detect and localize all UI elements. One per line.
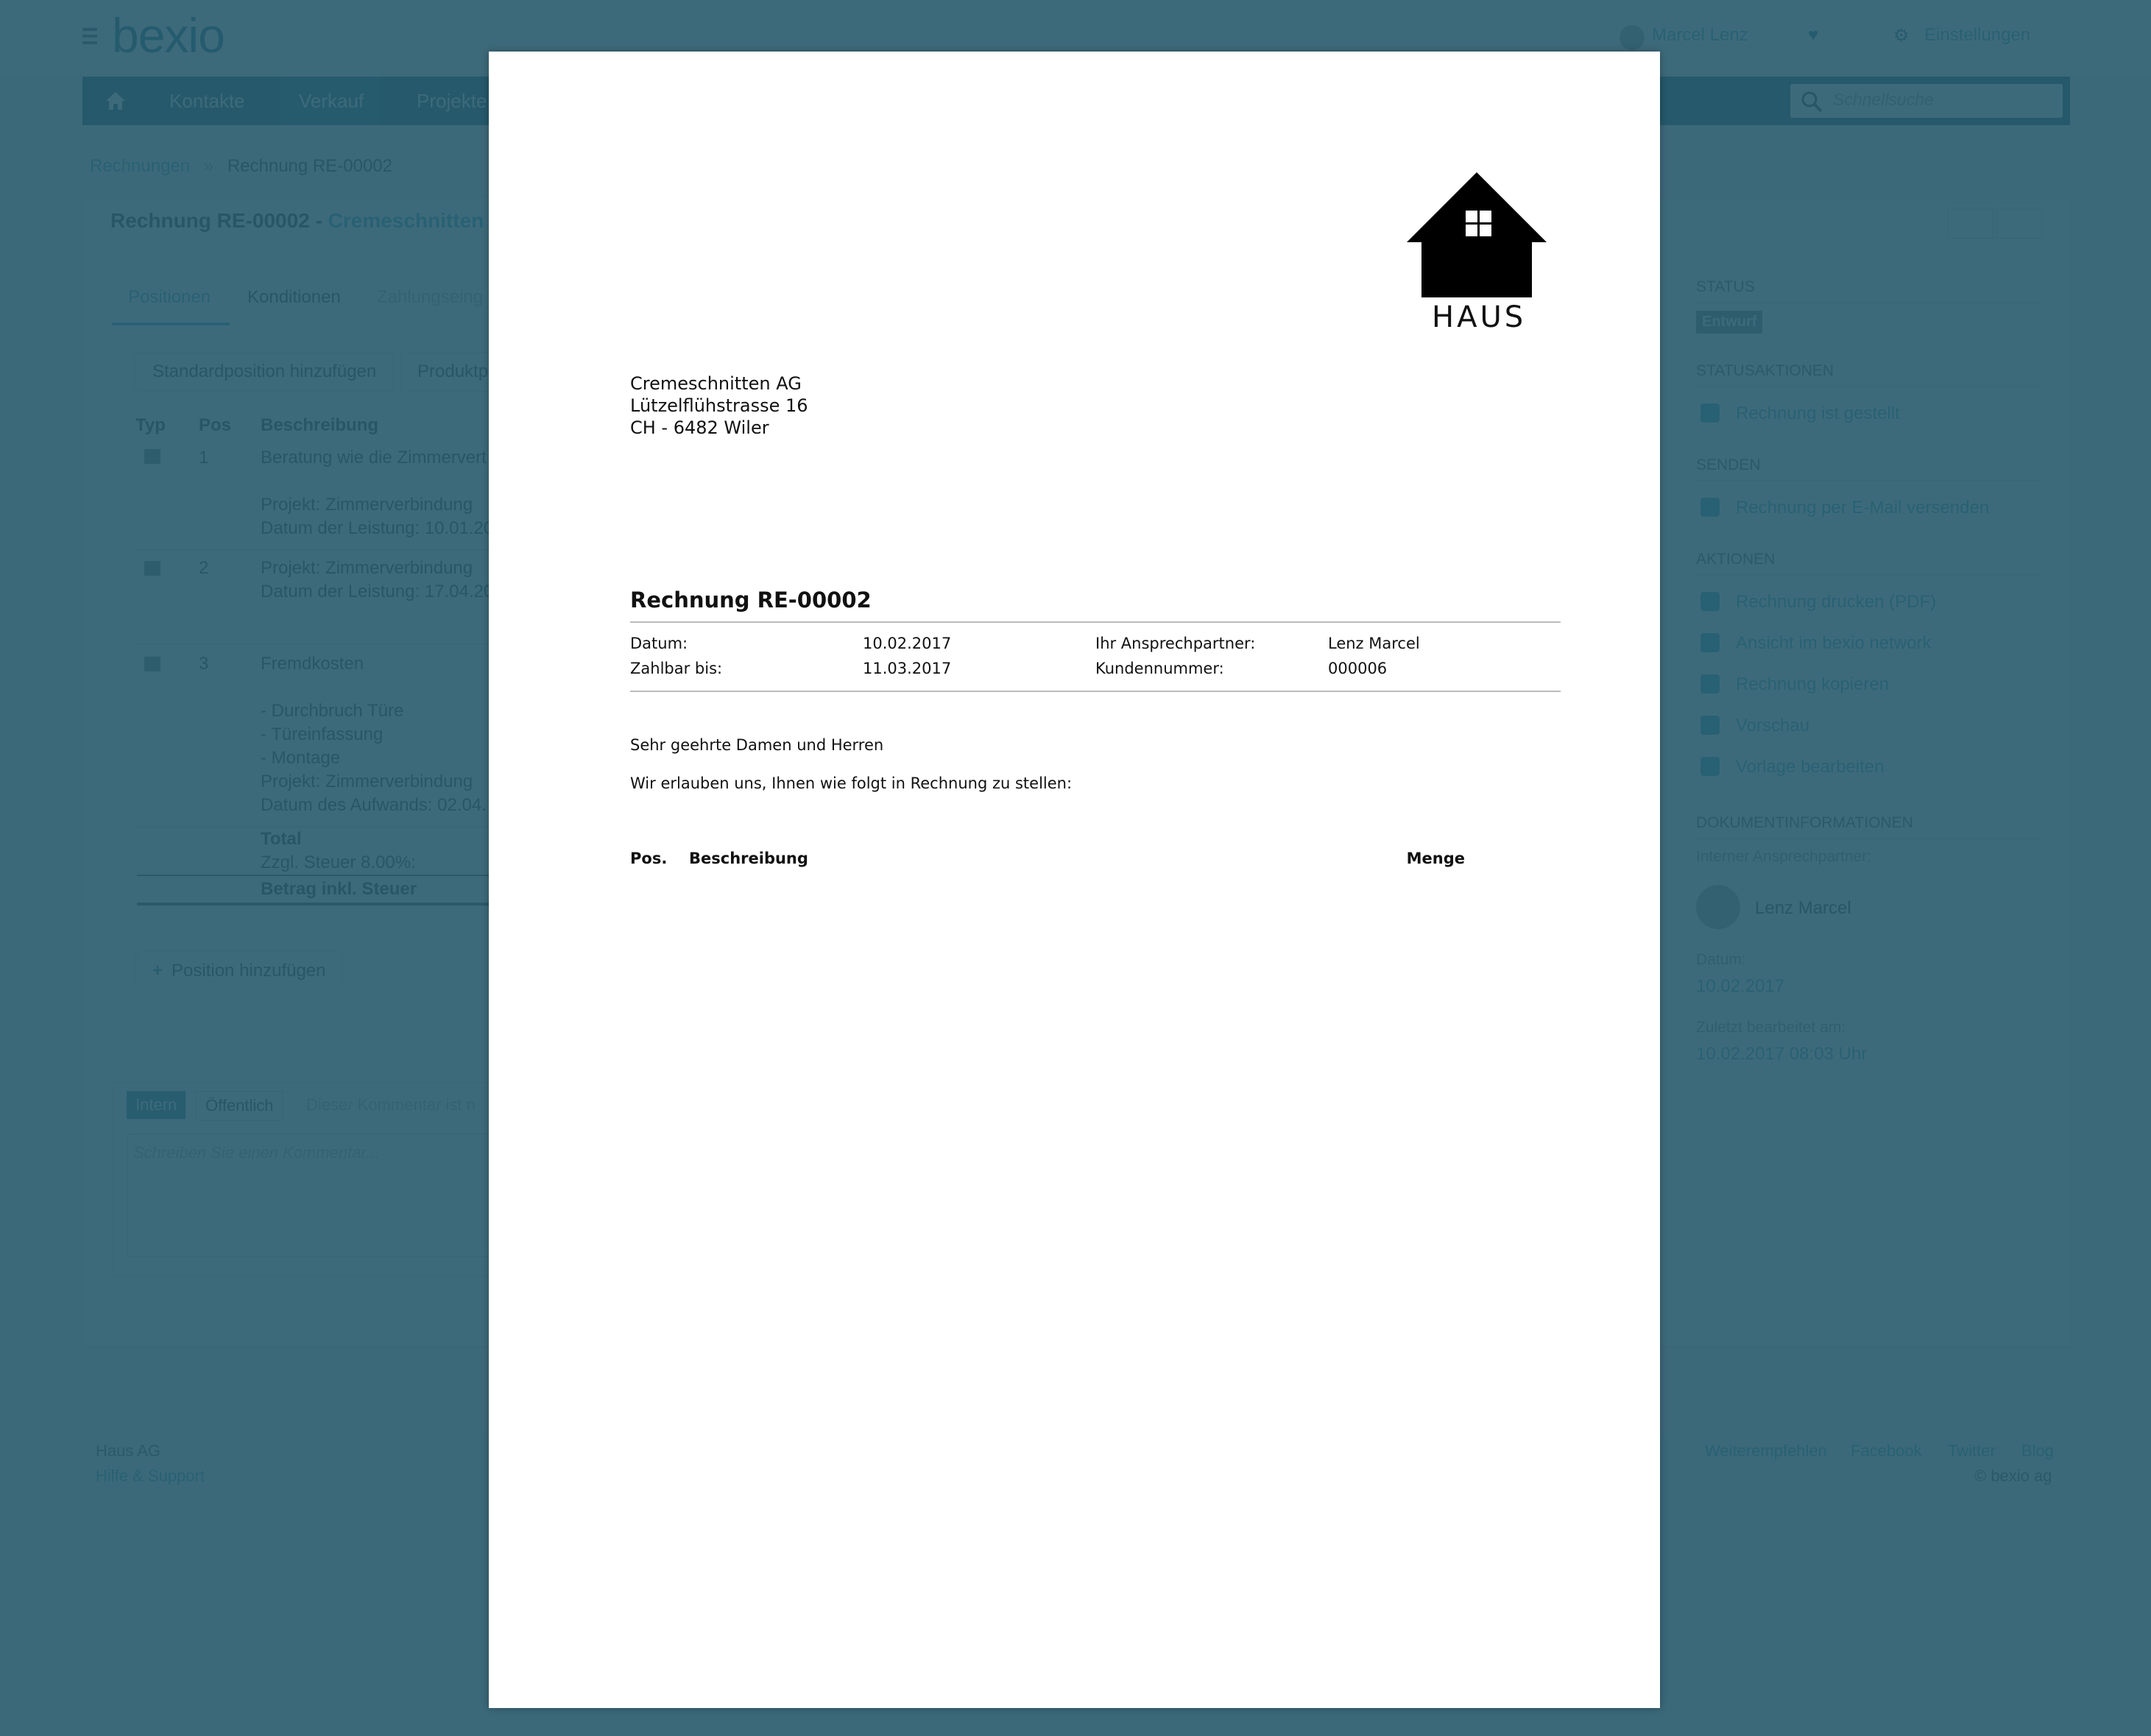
recipient-line: Cremeschnitten AG bbox=[630, 373, 802, 394]
meta-date-label: Datum: bbox=[630, 635, 688, 652]
meta-due: 11.03.2017 bbox=[863, 660, 952, 677]
invoice-title: Rechnung RE-00002 bbox=[630, 588, 872, 613]
meta-customer-no: 000006 bbox=[1328, 660, 1388, 677]
meta-date: 10.02.2017 bbox=[863, 635, 952, 652]
col-pos: Pos. bbox=[630, 850, 668, 867]
col-desc: Beschreibung bbox=[689, 850, 808, 867]
col-qty: Menge bbox=[1406, 850, 1465, 867]
meta-contact-label: Ihr Ansprechpartner: bbox=[1095, 635, 1256, 652]
haus-logo-icon bbox=[1407, 172, 1547, 320]
meta-due-label: Zahlbar bis: bbox=[630, 660, 723, 677]
meta-customer-no-label: Kundennummer: bbox=[1095, 660, 1224, 677]
invoice-preview bbox=[489, 52, 1660, 1708]
intro-text: Wir erlauben uns, Ihnen wie folgt in Rechnung zu stellen: bbox=[630, 775, 1073, 792]
recipient-line: CH - 6482 Wiler bbox=[630, 417, 769, 438]
title-divider bbox=[630, 621, 1561, 623]
recipient-address bbox=[630, 373, 808, 439]
meta-contact: Lenz Marcel bbox=[1328, 635, 1420, 652]
greeting: Sehr geehrte Damen und Herren bbox=[630, 736, 884, 754]
haus-logo-text: HAUS bbox=[1432, 300, 1527, 334]
recipient-line: Lützelflühstrasse 16 bbox=[630, 395, 808, 416]
meta-divider bbox=[630, 691, 1561, 692]
